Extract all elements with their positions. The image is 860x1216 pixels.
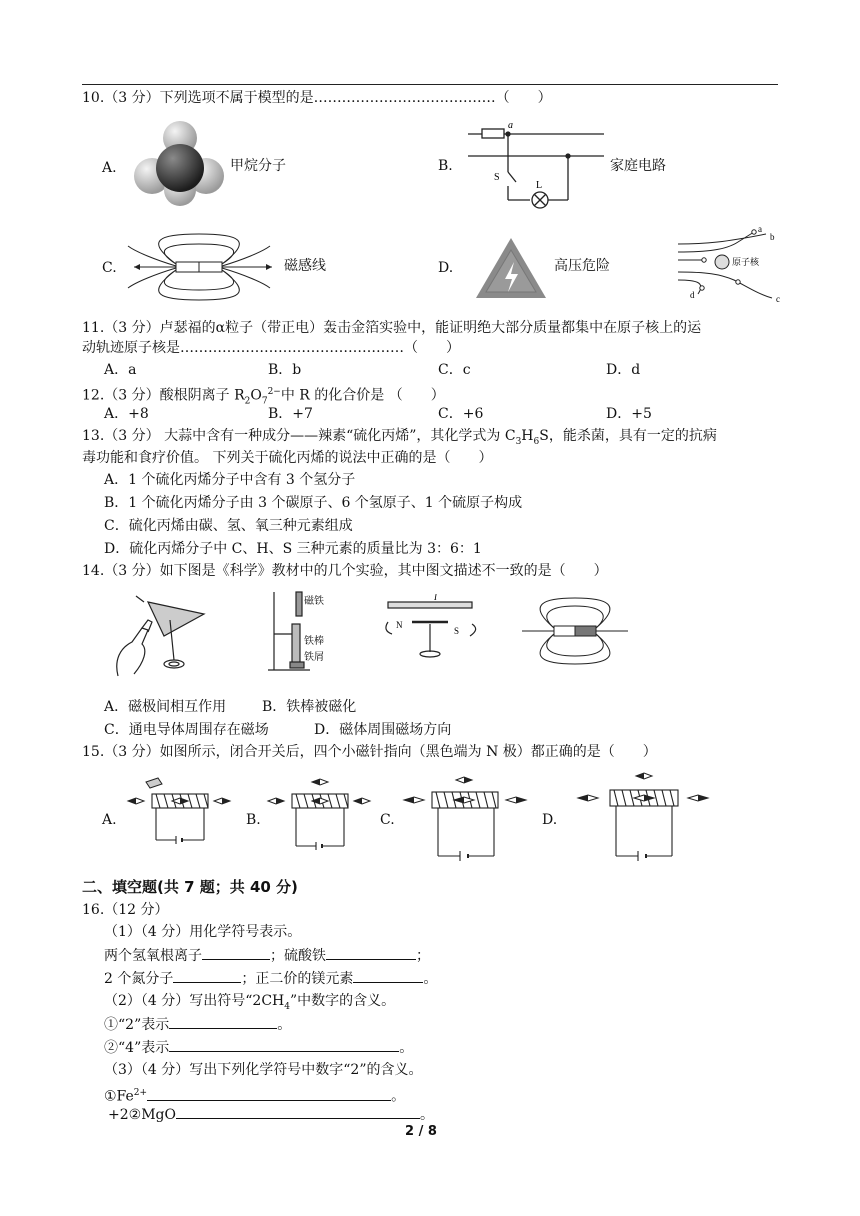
bar-magnet-field-figure: [520, 596, 630, 666]
q14-option-c: C．通电导体周围存在磁场: [104, 722, 269, 738]
q10-stem: 10.（3 分）下列选项不属于模型的是…………………………………（ ）: [82, 90, 552, 106]
q14-option-d: D．磁体周围磁场方向: [314, 722, 452, 738]
q16-part3-b: +2②MgO 。: [108, 1104, 434, 1125]
q12-option-c: C．+6: [438, 406, 484, 422]
magnetic-field-lines-figure: [124, 230, 274, 302]
q11-line2: 动轨迹原子核是…………………………………………（ ）: [82, 340, 460, 356]
q11-option-d: D．d: [606, 362, 641, 378]
solenoid-d-figure: [574, 770, 714, 864]
high-voltage-warning-icon: [474, 236, 548, 300]
q11-line1: 11.（3 分）卢瑟福的α粒子（带正电）轰击金箔实验中，能证明绝大部分质量都集中在原子核上的运: [82, 320, 702, 336]
answer-blank[interactable]: [169, 1037, 399, 1052]
solenoid-c-figure: [400, 772, 532, 864]
alpha-particle-scattering-figure: [676, 224, 788, 304]
q10-option-d-label: 高压危险: [554, 258, 610, 274]
q10-option-b-letter: B.: [438, 158, 453, 174]
current-conductor-figure: [382, 594, 478, 664]
q13-line2: 毒功能和食疗价值。 下列关于硫化丙烯的说法中正确的是（ ）: [82, 450, 493, 466]
q13-option-c: C．硫化丙烯由碳、氢、氧三种元素组成: [104, 518, 353, 534]
q10-option-c-letter: C.: [102, 260, 117, 276]
nucleus-label: 原子核: [732, 258, 760, 268]
q14-option-b: B．铁棒被磁化: [262, 699, 357, 715]
circuit-switch-label: S: [494, 172, 500, 183]
q13-line1: 13.（3 分） 大蒜中含有一种成分——辣素“硫化丙烯”，其化学式为 $C_3H_6S$，能杀菌，具有一定的抗病: [82, 428, 717, 447]
fig-n-label: N: [396, 620, 403, 630]
section2-title: 二、填空题(共 7 题；共 40 分): [82, 878, 298, 896]
answer-blank[interactable]: [202, 945, 270, 960]
q11-option-b: B．b: [268, 362, 302, 378]
q13-option-b: B．1 个硫化丙烯分子由 3 个碳原子、6 个氢原子、1 个硫原子构成: [104, 495, 523, 511]
circuit-lamp-label: L: [536, 180, 543, 191]
q12-stem: 12.（3 分）酸根阴离子 $R_2O_7^{2-}$中 R 的化合价是 （ ）: [82, 387, 445, 407]
q10-option-a-label: 甲烷分子: [230, 158, 286, 174]
fig-magnet-label: 磁铁: [304, 596, 324, 607]
q13-option-a: A．1 个硫化丙烯分子中含有 3 个氢分子: [104, 472, 356, 488]
q15-option-b-letter: B.: [246, 812, 261, 828]
fig-current-label: I: [434, 594, 437, 602]
page-number: 2 / 8: [405, 1124, 437, 1139]
q10-option-c-label: 磁感线: [284, 258, 326, 274]
q16-part2-b: ②“4”表示 。: [104, 1037, 413, 1058]
fig-iron-bar-label: 铁棒: [304, 636, 324, 647]
q16-part3-title: （3）（4 分）写出下列化学符号中数字“2”的含义。: [104, 1062, 423, 1078]
answer-blank[interactable]: [326, 945, 416, 960]
q10-option-d-letter: D.: [438, 260, 454, 276]
fig-s-label: S: [454, 626, 460, 636]
track-b-label: b: [770, 232, 775, 242]
answer-blank[interactable]: [173, 968, 241, 983]
q16-part3-a: $①Fe^{2+}$ 。: [104, 1083, 405, 1107]
q11-option-a: A．a: [104, 362, 137, 378]
q13-option-d: D．硫化丙烯分子中 C、H、S 三种元素的质量比为 3：6：1: [104, 541, 482, 557]
track-a-label: a: [758, 224, 762, 234]
track-c-label: c: [776, 294, 780, 304]
track-d-label: d: [690, 290, 695, 300]
q15-option-d-letter: D.: [542, 812, 558, 828]
iron-bar-magnetized-figure: [262, 588, 342, 678]
q16-part2-a: ①“2”表示 。: [104, 1014, 291, 1035]
q12-option-d: D．+5: [606, 406, 652, 422]
solenoid-b-figure: [266, 776, 376, 856]
answer-blank[interactable]: [176, 1104, 420, 1119]
q16-part1-line2: 2 个氮分子 ；正二价的镁元素 。: [104, 968, 437, 989]
q14-option-a: A．磁极间相互作用: [104, 699, 227, 715]
answer-blank[interactable]: [147, 1086, 391, 1101]
q16-part1-title: （1）（4 分）用化学符号表示。: [104, 924, 302, 940]
solenoid-a-figure: [126, 776, 236, 856]
q10-option-b-label: 家庭电路: [610, 158, 666, 174]
q14-stem: 14.（3 分）如下图是《科学》教材中的几个实验，其中图文描述不一致的是（ ）: [82, 563, 608, 579]
answer-blank[interactable]: [169, 1014, 277, 1029]
q12-option-a: A．+8: [104, 406, 149, 422]
q10-option-a-letter: A.: [102, 160, 117, 176]
q15-option-c-letter: C.: [380, 812, 395, 828]
answer-blank[interactable]: [353, 968, 423, 983]
home-circuit-figure: [464, 118, 610, 210]
circuit-node-a: a: [508, 120, 513, 131]
q16-part1-line1: 两个氢氧根离子 ；硫酸铁 ；: [104, 945, 430, 966]
methane-molecule-figure: [134, 120, 226, 208]
q15-option-a-letter: A.: [102, 812, 117, 828]
hand-compass-figure: [108, 590, 208, 678]
fig-filings-label: 铁屑: [304, 652, 324, 663]
q15-stem: 15.（3 分）如图所示，闭合开关后，四个小磁针指向（黑色端为 N 极）都正确的是（ ）: [82, 744, 657, 760]
q11-option-c: C．c: [438, 362, 471, 378]
q12-option-b: B．+7: [268, 406, 313, 422]
header-rule: [82, 84, 778, 85]
q16-stem: 16.（12 分）: [82, 902, 169, 918]
q16-part2-title: （2）（4 分）写出符号“$2CH_4$”中数字的含义。: [104, 993, 396, 1012]
